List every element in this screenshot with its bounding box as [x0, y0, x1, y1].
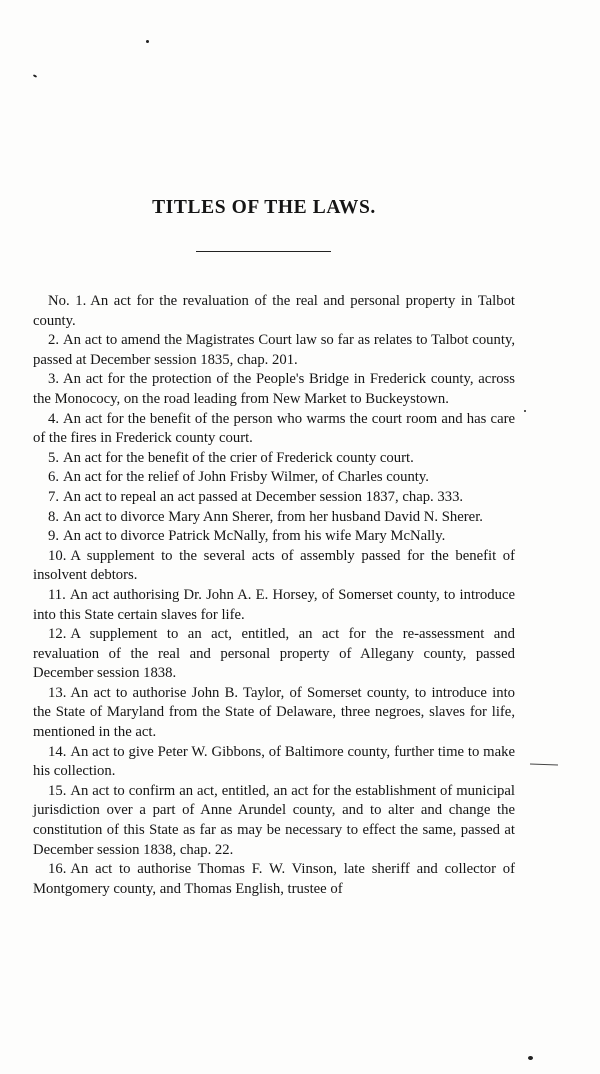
law-title: An act for the relief of John Frisby Wilmer, of Charles county. [63, 469, 429, 486]
law-entry [33, 468, 515, 488]
law-title: A supplement to an act, entitled, an act for the re-assessment and revaluation of the real and personal property of Allegany county, passed December session 1838. [33, 626, 515, 682]
ink-speck [528, 1056, 533, 1060]
law-title: An act to amend the Magistrates Court law so far as relates to Talbot county, passed at December session 1835, chap. 201. [33, 332, 515, 368]
law-number: 11. [48, 586, 66, 603]
law-title: An act for the revaluation of the real and personal property in Talbot county. [33, 293, 516, 329]
law-title: A supplement to the several acts of assembly passed for the benefit of insolvent debtors. [33, 547, 515, 584]
ink-speck [146, 40, 149, 43]
law-title: An act to authorise Thomas F. W. Vinson, late sheriff and collector of Montgomery county, and Thomas English, trustee of [33, 861, 515, 897]
law-number: 4. [48, 410, 60, 427]
law-title: An act for the benefit of the crier of Frederick county court. [63, 449, 414, 466]
law-title: An act to repeal an act passed at December session 1837, chap. 333. [63, 488, 464, 505]
law-title: An act for the benefit of the person who warms the court room and has care of the fires in Frederick county court. [33, 410, 515, 447]
law-number: 6. [48, 469, 60, 486]
title-rule [196, 251, 331, 252]
law-title: An act to confirm an act, entitled, an act for the establishment of municipal jurisdiction over a part of Anne Arundel county, and to alter and change the constitution of this State as far as may be necessary to effect the same, passed at December session 1838, chap. 22. [33, 782, 515, 858]
law-number: 5. [48, 449, 60, 466]
law-entry [33, 331, 515, 370]
law-entry [33, 508, 515, 528]
law-entry [33, 743, 515, 782]
law-title: An act to give Peter W. Gibbons, of Baltimore county, further time to make his collection. [33, 743, 515, 780]
page-title: TITLES OF THE LAWS. [152, 197, 376, 219]
law-number: 2. [48, 332, 60, 349]
law-entry [33, 488, 515, 508]
laws-list [33, 292, 515, 899]
law-entry [33, 370, 515, 409]
law-entry [33, 782, 515, 860]
law-number: No. 1. [48, 293, 87, 309]
law-entry [33, 292, 515, 331]
margin-mark [530, 764, 558, 766]
law-entry [33, 586, 515, 625]
law-number: 10. [48, 547, 67, 564]
law-entry [33, 625, 515, 684]
law-entry [33, 410, 515, 449]
law-number: 12. [48, 626, 67, 643]
law-entry [33, 527, 515, 547]
law-entry [33, 860, 515, 899]
law-title: An act authorising Dr. John A. E. Horsey, of Somerset county, to introduce into this State certain slaves for life. [33, 586, 515, 623]
ink-speck [33, 74, 37, 78]
law-entry [33, 684, 515, 743]
law-number: 15. [48, 782, 67, 799]
law-number: 14. [48, 743, 67, 760]
law-number: 7. [48, 488, 60, 505]
law-entry [33, 547, 515, 586]
law-number: 13. [48, 684, 67, 701]
law-title: An act to divorce Mary Ann Sherer, from her husband David N. Sherer. [63, 508, 483, 525]
ink-speck [524, 410, 526, 412]
law-number: 16. [48, 861, 67, 878]
law-title: An act for the protection of the People's Bridge in Frederick county, across the Monococy, on the road leading from New Market to Buckeystown. [33, 371, 515, 407]
law-title: An act to divorce Patrick McNally, from his wife Mary McNally. [63, 528, 446, 545]
law-title: An act to authorise John B. Taylor, of Somerset county, to introduce into the State of Maryland from the State of Delaware, three negroes, slaves for life, mentioned in the act. [33, 684, 515, 741]
law-number: 8. [48, 508, 60, 525]
law-number: 3. [48, 371, 60, 388]
law-entry [33, 449, 515, 469]
law-number: 9. [48, 528, 60, 545]
